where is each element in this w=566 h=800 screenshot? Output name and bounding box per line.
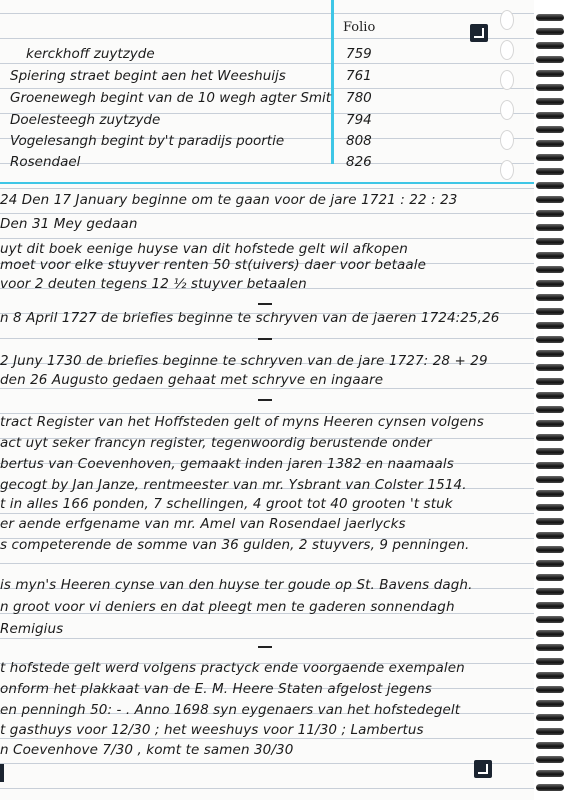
binding-ring xyxy=(536,742,564,749)
binding-ring xyxy=(536,728,564,735)
folio-heading: Folio xyxy=(343,20,376,35)
binding-ring xyxy=(536,672,564,679)
binding-ring xyxy=(536,308,564,315)
toc-row xyxy=(0,154,372,176)
binding-ring xyxy=(536,616,564,623)
binding-ring xyxy=(536,434,564,441)
punch-hole xyxy=(500,130,514,150)
spiral-binding xyxy=(534,0,566,800)
toc-folio: 794 xyxy=(346,112,372,128)
text-line: act uyt seker francyn register, tegenwoordig berustende onder xyxy=(0,435,432,451)
text-line: t in alles 166 ponden, 7 schellingen, 4 groot tot 40 grooten 't stuk xyxy=(0,496,453,512)
toc-row xyxy=(0,68,372,90)
toc-row xyxy=(0,112,372,134)
binding-ring xyxy=(536,574,564,581)
text-line: s competerende de somme van 36 gulden, 2 stuyvers, 9 penningen. xyxy=(0,537,470,553)
binding-ring xyxy=(536,392,564,399)
punch-hole xyxy=(500,10,514,30)
binding-ring xyxy=(536,182,564,189)
binding-ring xyxy=(536,364,564,371)
punch-hole xyxy=(500,40,514,60)
punch-hole xyxy=(500,100,514,120)
binding-ring xyxy=(536,644,564,651)
binding-ring xyxy=(536,168,564,175)
binding-ring xyxy=(536,56,564,63)
binding-ring xyxy=(536,546,564,553)
toc-title: kerckhoff zuytzyde xyxy=(26,46,155,62)
punch-hole xyxy=(500,70,514,90)
binding-ring xyxy=(536,112,564,119)
binding-ring xyxy=(536,70,564,77)
toc-folio: 780 xyxy=(346,90,372,106)
text-line: t gasthuys voor 12/30 ; het weeshuys voor 11/30 ; Lambertus xyxy=(0,722,424,738)
binding-ring xyxy=(536,154,564,161)
binding-ring xyxy=(536,420,564,427)
binding-ring xyxy=(536,560,564,567)
toc-folio: 808 xyxy=(346,133,372,149)
toc-title: Spiering straet begint aen het Weeshuijs xyxy=(10,68,286,84)
binding-ring xyxy=(536,98,564,105)
text-line: is myn's Heeren cynse van den huyse ter goude op St. Bavens dagh. xyxy=(0,577,473,593)
text-line: tract Register van het Hoffsteden gelt of myns Heeren cynsen volgens xyxy=(0,414,484,430)
binding-ring xyxy=(536,658,564,665)
toc-title: Vogelesangh begint by't paradijs poortie xyxy=(10,133,285,149)
binding-ring xyxy=(536,630,564,637)
toc-title: Groenewegh begint van de 10 wegh agter Smit xyxy=(10,90,332,106)
text-line: n Coevenhove 7/30 , komt te samen 30/30 xyxy=(0,742,294,758)
toc-title: Rosendael xyxy=(10,154,81,170)
separator-dash xyxy=(258,338,272,340)
separator-dash xyxy=(258,399,272,401)
binding-ring xyxy=(536,714,564,721)
text-line: 2 Juny 1730 de briefies beginne te schryven van de jare 1727: 28 + 29 xyxy=(0,353,488,369)
binding-ring xyxy=(536,770,564,777)
punch-hole xyxy=(500,160,514,180)
edge-mark xyxy=(0,764,4,782)
binding-ring xyxy=(536,784,564,791)
binding-ring xyxy=(536,406,564,413)
binding-ring xyxy=(536,448,564,455)
corner-tab-icon xyxy=(470,24,488,42)
text-line: Den 31 Mey gedaan xyxy=(0,216,138,232)
toc-title: Doelesteegh zuytzyde xyxy=(10,112,161,128)
text-line: moet voor elke stuyver renten 50 st(uivers) daer voor betaale xyxy=(0,257,427,273)
binding-ring xyxy=(536,84,564,91)
binding-ring xyxy=(536,700,564,707)
binding-ring xyxy=(536,336,564,343)
binding-ring xyxy=(536,28,564,35)
text-line: onform het plakkaat van de E. M. Heere Staten afgelost jegens xyxy=(0,681,432,697)
toc-folio: 826 xyxy=(346,154,372,170)
toc-folio: 761 xyxy=(346,68,372,84)
corner-tab-icon xyxy=(474,760,492,778)
binding-ring xyxy=(536,602,564,609)
section-divider xyxy=(0,182,534,184)
binding-ring xyxy=(536,518,564,525)
binding-ring xyxy=(536,322,564,329)
separator-dash xyxy=(258,646,272,648)
binding-ring xyxy=(536,14,564,21)
toc-row xyxy=(0,46,372,68)
binding-ring xyxy=(536,266,564,273)
separator-dash xyxy=(258,303,272,305)
binding-ring xyxy=(536,224,564,231)
text-line: gecogt by Jan Janze, rentmeester van mr. Ysbrant van Colster 1514. xyxy=(0,477,467,493)
binding-ring xyxy=(536,42,564,49)
binding-ring xyxy=(536,756,564,763)
binding-ring xyxy=(536,140,564,147)
text-line: er aende erfgename van mr. Amel van Rosendael jaerlycks xyxy=(0,516,406,532)
text-line: n 8 April 1727 de briefies beginne te schryven van de jaeren 1724:25,26 xyxy=(0,310,500,326)
binding-ring xyxy=(536,294,564,301)
toc-folio: 759 xyxy=(346,46,372,62)
binding-ring xyxy=(536,462,564,469)
text-line: t hofstede gelt werd volgens practyck ende voorgaende exempalen xyxy=(0,660,465,676)
binding-ring xyxy=(536,490,564,497)
text-line: 24 Den 17 January beginne om te gaan voor de jare 1721 : 22 : 23 xyxy=(0,192,458,208)
binding-ring xyxy=(536,196,564,203)
binding-ring xyxy=(536,504,564,511)
binding-ring xyxy=(536,532,564,539)
binding-ring xyxy=(536,280,564,287)
binding-ring xyxy=(536,350,564,357)
text-line: uyt dit boek eenige huyse van dit hofstede gelt wil afkopen xyxy=(0,241,408,257)
binding-ring xyxy=(536,686,564,693)
binding-ring xyxy=(536,476,564,483)
text-line: n groot voor vi deniers en dat pleegt men te gaderen sonnendagh xyxy=(0,599,455,615)
text-line: bertus van Coevenhoven, gemaakt inden jaren 1382 en naamaals xyxy=(0,456,454,472)
text-line: voor 2 deuten tegens 12 ½ stuyver betaalen xyxy=(0,276,307,292)
margin-line xyxy=(331,0,334,164)
binding-ring xyxy=(536,210,564,217)
toc-row xyxy=(0,90,372,112)
text-line: en penningh 50: - . Anno 1698 syn eygenaers van het hofstedegelt xyxy=(0,702,461,718)
text-line: den 26 Augusto gedaen gehaat met schryve en ingaare xyxy=(0,372,384,388)
text-line: Remigius xyxy=(0,621,64,637)
binding-ring xyxy=(536,378,564,385)
binding-ring xyxy=(536,238,564,245)
binding-ring xyxy=(536,126,564,133)
binding-ring xyxy=(536,252,564,259)
toc-row xyxy=(0,133,372,155)
binding-ring xyxy=(536,588,564,595)
